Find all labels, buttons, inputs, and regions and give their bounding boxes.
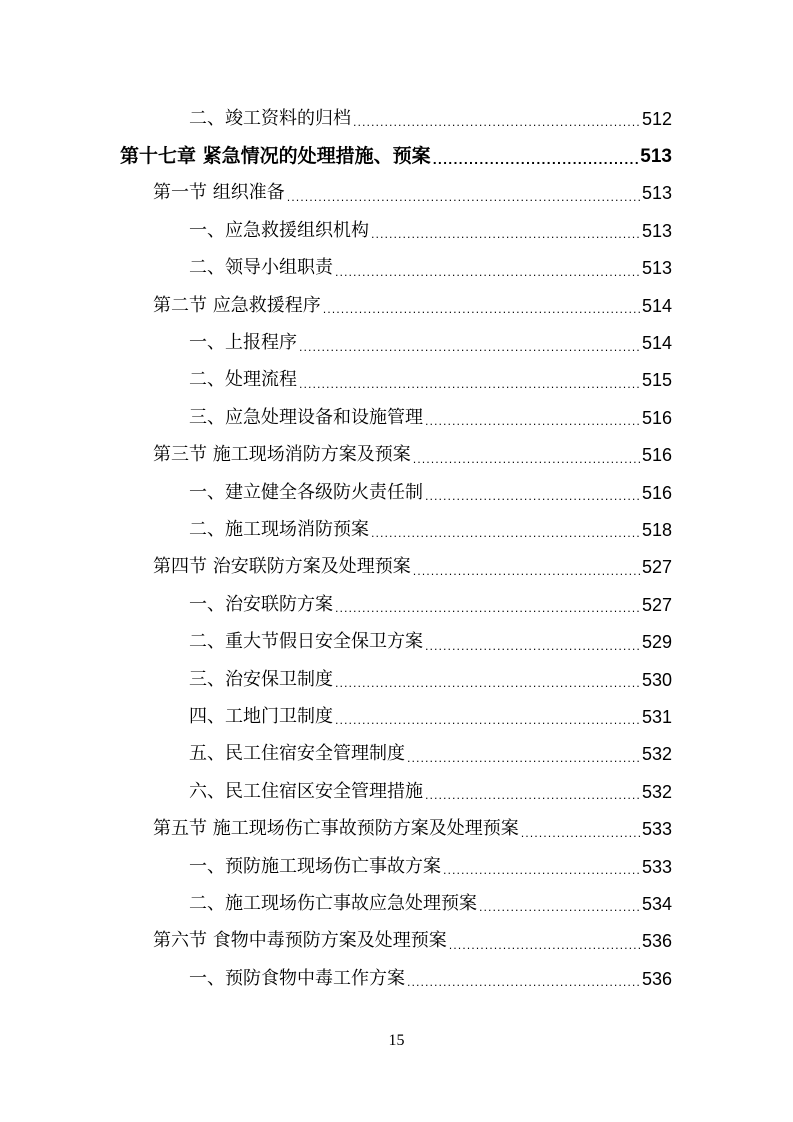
toc-entry-title: 二、施工现场伤亡事故应急处理预案 bbox=[189, 892, 477, 914]
toc-entry-title: 六、民工住宿区安全管理措施 bbox=[189, 780, 423, 802]
toc-entry-page: 531 bbox=[641, 706, 672, 727]
toc-entry[interactable] bbox=[0, 736, 793, 773]
toc-entry-page: 536 bbox=[641, 931, 672, 952]
toc-entry-title: 第一节 组织准备 bbox=[153, 182, 285, 204]
toc-dot-leader bbox=[353, 117, 640, 128]
toc-dot-leader bbox=[425, 790, 640, 801]
toc-entry[interactable] bbox=[0, 661, 793, 698]
toc-entry-title: 二、施工现场消防预案 bbox=[189, 518, 369, 540]
toc-dot-leader bbox=[425, 641, 640, 652]
toc-entry[interactable] bbox=[0, 511, 793, 548]
toc-entry-page: 534 bbox=[641, 893, 672, 914]
toc-dot-leader bbox=[413, 566, 640, 577]
toc-dot-leader bbox=[425, 491, 640, 502]
toc-dot-leader bbox=[407, 977, 640, 988]
toc-dot-leader bbox=[443, 865, 640, 876]
toc-entry-page: 515 bbox=[641, 370, 672, 391]
toc-section-entry[interactable] bbox=[0, 287, 793, 324]
toc-entry-page: 513 bbox=[641, 258, 672, 279]
toc-dot-leader bbox=[335, 678, 640, 689]
toc-entry-title: 三、应急处理设备和设施管理 bbox=[189, 406, 423, 428]
toc-dot-leader bbox=[433, 155, 639, 166]
toc-dot-leader bbox=[371, 528, 640, 539]
toc-dot-leader bbox=[407, 753, 640, 764]
toc-entry-page: 516 bbox=[641, 482, 672, 503]
toc-entry-title: 二、重大节假日安全保卫方案 bbox=[189, 631, 423, 653]
toc-entry-page: 532 bbox=[641, 781, 672, 802]
toc-entry-page: 514 bbox=[641, 333, 672, 354]
toc-entry-title: 一、应急救援组织机构 bbox=[189, 219, 369, 241]
toc-entry-title: 一、建立健全各级防火责任制 bbox=[189, 481, 423, 503]
toc-section-entry[interactable] bbox=[0, 549, 793, 586]
toc-dot-leader bbox=[413, 454, 640, 465]
toc-dot-leader bbox=[299, 342, 640, 353]
toc-entry[interactable] bbox=[0, 848, 793, 885]
toc-dot-leader bbox=[371, 229, 640, 240]
toc-entry-title: 第十七章 紧急情况的处理措施、预案 bbox=[120, 144, 431, 167]
toc-entry[interactable] bbox=[0, 324, 793, 361]
toc-entry[interactable] bbox=[0, 399, 793, 436]
toc-entry-page: 513 bbox=[641, 220, 672, 241]
toc-entry-title: 第二节 应急救援程序 bbox=[153, 294, 321, 316]
toc-entry-title: 四、工地门卫制度 bbox=[189, 705, 333, 727]
toc-entry-page: 533 bbox=[641, 856, 672, 877]
toc-entry[interactable] bbox=[0, 100, 793, 137]
toc-entry-page: 516 bbox=[641, 407, 672, 428]
toc-entry[interactable] bbox=[0, 586, 793, 623]
toc-section-entry[interactable] bbox=[0, 923, 793, 960]
toc-entry-page: 513 bbox=[641, 183, 672, 204]
toc-entry-page: 514 bbox=[641, 295, 672, 316]
toc-entry-title: 五、民工住宿安全管理制度 bbox=[189, 743, 405, 765]
toc-entry-page: 533 bbox=[641, 819, 672, 840]
toc-entry-page: 518 bbox=[641, 519, 672, 540]
toc-entry-page: 529 bbox=[641, 632, 672, 653]
toc-dot-leader bbox=[335, 715, 640, 726]
toc-section-entry[interactable] bbox=[0, 810, 793, 847]
toc-entry-title: 三、治安保卫制度 bbox=[189, 668, 333, 690]
toc-section-entry[interactable] bbox=[0, 175, 793, 212]
toc-entry[interactable] bbox=[0, 773, 793, 810]
toc-entry-title: 二、处理流程 bbox=[189, 369, 297, 391]
toc-entry[interactable] bbox=[0, 698, 793, 735]
toc-chapter-entry[interactable] bbox=[0, 137, 793, 174]
toc-entry-page: 513 bbox=[640, 145, 672, 167]
toc-dot-leader bbox=[287, 192, 640, 203]
toc-section-entry[interactable] bbox=[0, 437, 793, 474]
toc-entry-title: 二、领导小组职责 bbox=[189, 257, 333, 279]
toc-entry-title: 第五节 施工现场伤亡事故预防方案及处理预案 bbox=[153, 818, 519, 840]
toc-entry-title: 一、预防食物中毒工作方案 bbox=[189, 967, 405, 989]
toc-entry[interactable] bbox=[0, 960, 793, 997]
toc-entry[interactable] bbox=[0, 474, 793, 511]
toc-entry-title: 一、治安联防方案 bbox=[189, 593, 333, 615]
toc-dot-leader bbox=[449, 940, 640, 951]
toc-entry[interactable] bbox=[0, 212, 793, 249]
toc-entry-page: 532 bbox=[641, 744, 672, 765]
toc-entry-title: 一、上报程序 bbox=[189, 332, 297, 354]
toc-entry[interactable] bbox=[0, 623, 793, 660]
toc-entry-page: 527 bbox=[641, 594, 672, 615]
toc-entry[interactable] bbox=[0, 362, 793, 399]
toc-entry-page: 527 bbox=[641, 557, 672, 578]
toc-entry-page: 512 bbox=[641, 108, 672, 129]
table-of-contents bbox=[0, 100, 793, 997]
toc-entry-title: 二、竣工资料的归档 bbox=[189, 107, 351, 129]
toc-entry-page: 530 bbox=[641, 669, 672, 690]
toc-dot-leader bbox=[479, 902, 640, 913]
toc-entry-page: 536 bbox=[641, 968, 672, 989]
toc-entry-page: 516 bbox=[641, 445, 672, 466]
toc-dot-leader bbox=[425, 416, 640, 427]
toc-entry[interactable] bbox=[0, 250, 793, 287]
toc-dot-leader bbox=[521, 828, 640, 839]
toc-dot-leader bbox=[323, 304, 640, 315]
toc-dot-leader bbox=[299, 379, 640, 390]
toc-dot-leader bbox=[335, 603, 640, 614]
toc-entry-title: 第三节 施工现场消防方案及预案 bbox=[153, 444, 411, 466]
toc-entry[interactable] bbox=[0, 885, 793, 922]
toc-entry-title: 第四节 治安联防方案及处理预案 bbox=[153, 556, 411, 578]
page-number: 15 bbox=[388, 1032, 405, 1049]
toc-dot-leader bbox=[335, 267, 640, 278]
toc-entry-title: 第六节 食物中毒预防方案及处理预案 bbox=[153, 930, 447, 952]
toc-entry-title: 一、预防施工现场伤亡事故方案 bbox=[189, 855, 441, 877]
